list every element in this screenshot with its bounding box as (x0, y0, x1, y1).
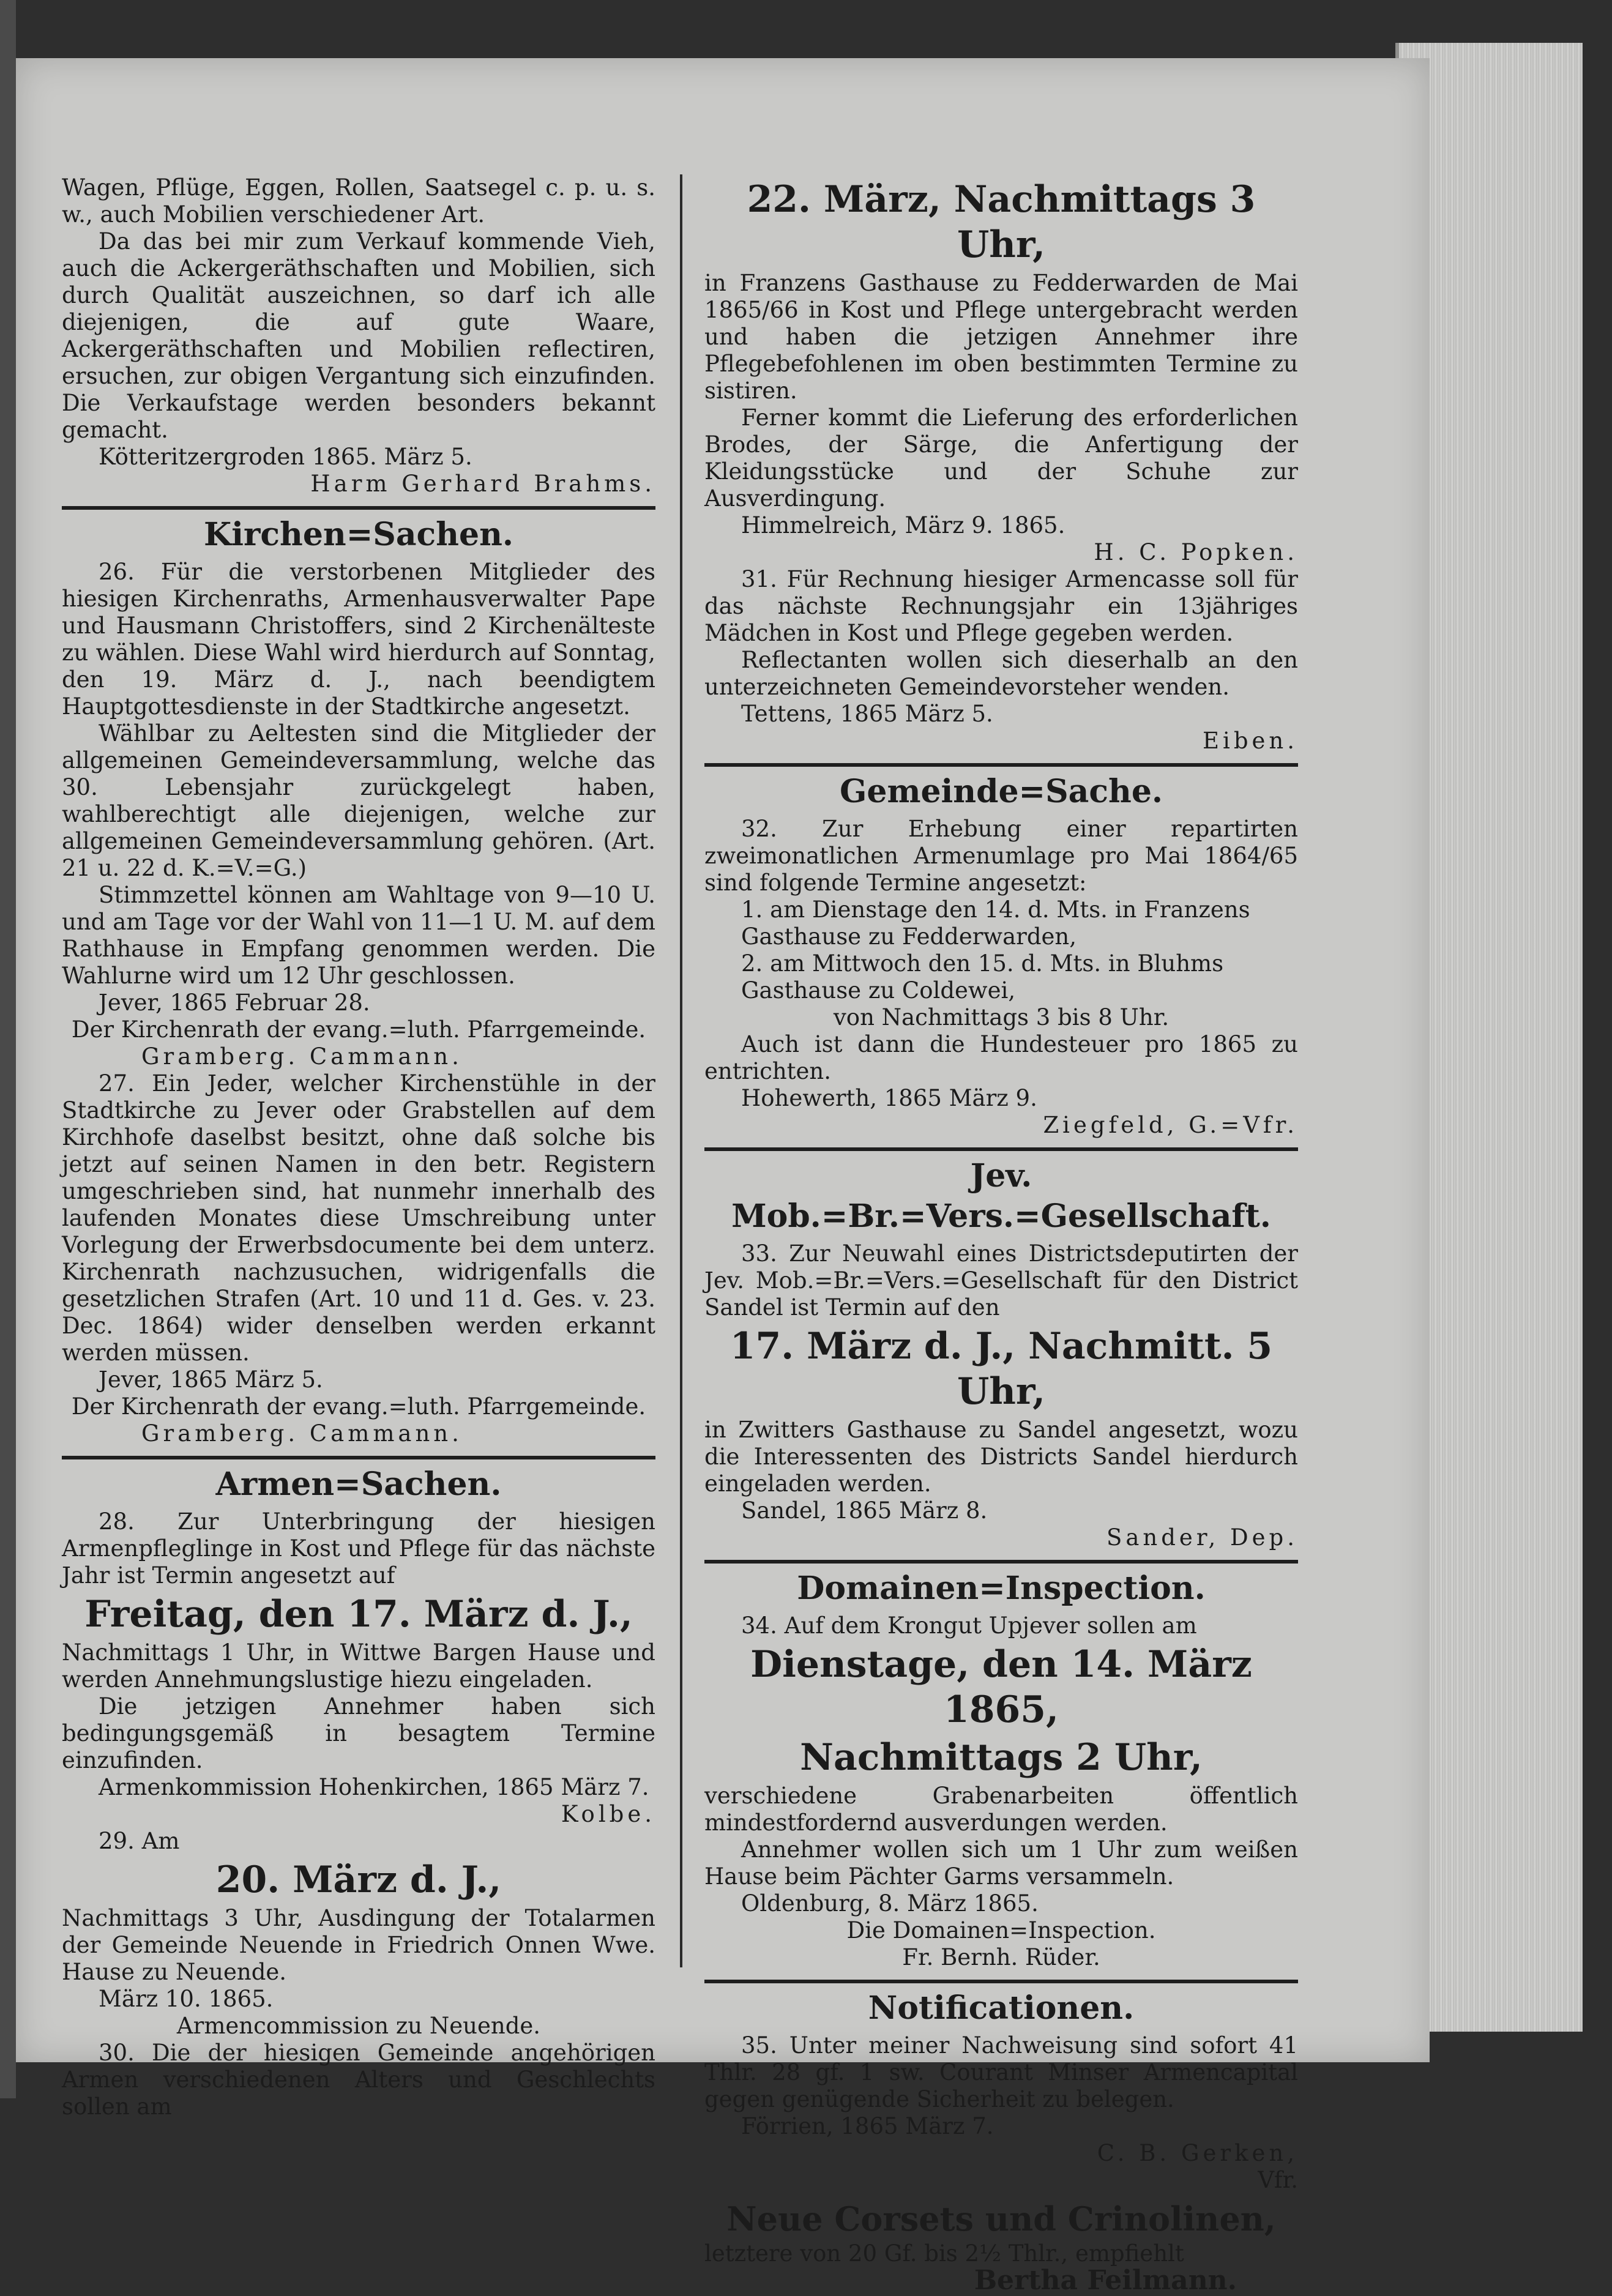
notice-33-details: in Zwitters Gasthause zu Sandel angesetzt, wozu die Interessenten des Districts Sandel hierdurch eingeladen werden. (704, 1417, 1298, 1497)
notice-26-eligibility: Wählbar zu Aeltesten sind die Mitglieder der allgemeinen Gemeindeversammlung, welche das 30. Lebensjahr zurückgelegt haben, wahlberechtigt alle diejenigen, welche zur allgemeinen Gemeindeversammlung gehören. (Art. 21 u. 22 d. K.=V.=G.) (62, 720, 655, 881)
notice-34-org: Die Domainen=Inspection. (846, 1917, 1156, 1944)
notice-32-signature: Ziegfeld, G.=Vfr. (1043, 1112, 1298, 1138)
section-title-gemeinde: Gemeinde=Sache. (839, 773, 1163, 810)
section-rule (704, 1980, 1298, 1983)
notice-30-continued: in Franzens Gasthause zu Fedderwarden de Mai 1865/66 in Kost und Pflege untergebracht werden und haben die jetzigen Annehmer ihre Pflegebefohlenen im oben bestimmten Termine zu sistiren. (704, 270, 1298, 404)
notice-26-signature: Gramberg. Cammann. (141, 1043, 463, 1070)
notice-26-ballots: Stimmzettel können am Wahltage von 9—10 U. und am Tage vor der Wahl von 11—1 U. M. auf dem Rathhause in Empfang genommen werden. Die Wahlurne wird um 12 Uhr geschlossen. (62, 882, 655, 989)
book-spine-edge (0, 0, 16, 2098)
advert-signature: Bertha Feilmann. (974, 2265, 1237, 2296)
notice-32-item-2: 2. am Mittwoch den 15. d. Mts. in Bluhms Gasthause zu Coldewei, (741, 950, 1224, 1004)
notice-29-place: März 10. 1865. (99, 1986, 274, 2012)
notice-33-signature: Sander, Dep. (1106, 1524, 1298, 1551)
notice-31-place: Tettens, 1865 März 5. (741, 701, 993, 727)
notice-31: 31. Für Rechnung hiesiger Armencasse soll für das nächste Rechnungsjahr ein 13jähriges Mädchen in Kost und Pflege gegeben werden. (704, 566, 1298, 646)
intro-paragraph-2: Da das bei mir zum Verkauf kommende Vieh, auch die Ackergeräthschaften und Mobilien, sich durch Qualität auszeichnen, so darf ich alle diejenigen, die auf gute Waare, Ackergeräthschaften und Mobilien reflectiren, ersuchen, zur obigen Vergantung sich einzufinden. Die Verkaufstage werden besonders bekannt gemacht. (62, 228, 655, 443)
notice-34-date: Dienstage, den 14. März 1865, (750, 1643, 1252, 1731)
notice-34-details: verschiedene Grabenarbeiten öffentlich mindestfordernd ausverdungen werden. (704, 1783, 1298, 1836)
notice-31-signature: Eiben. (1202, 728, 1298, 754)
section-title-domainen: Domainen=Inspection. (797, 1570, 1206, 1607)
notice-32: 32. Zur Erhebung einer repartirten zweimonatlichen Armenumlage pro Mai 1864/65 sind folgende Termine angesetzt: (704, 816, 1298, 896)
notice-27-place: Jever, 1865 März 5. (99, 1366, 323, 1393)
section-title-kirchen: Kirchen=Sachen. (204, 516, 513, 553)
notice-28-details: Nachmittags 1 Uhr, in Wittwe Bargen Hause und werden Annehmungslustige hiezu eingeladen. (62, 1639, 655, 1693)
section-rule (62, 1456, 655, 1459)
notice-26-org: Der Kirchenrath der evang.=luth. Pfarrgemeinde. (71, 1016, 646, 1043)
intro-signature: Harm Gerhard Brahms. (310, 471, 655, 497)
notice-35-signature: C. B. Gerken, (1097, 2140, 1298, 2166)
notice-30-supplies: Ferner kommt die Lieferung des erforderlichen Brodes, der Särge, die Anfertigung der Kleidungsstücke und der Schuhe zur Ausverdingung. (704, 404, 1298, 512)
notice-29-signature: Armencommission zu Neuende. (176, 2013, 541, 2039)
notice-34-signature: Fr. Bernh. Rüder. (902, 1944, 1100, 1970)
notice-29-date: 20. März d. J., (215, 1858, 502, 1901)
notice-30: 30. Die der hiesigen Gemeinde angehörigen Armen verschiedenen Alters und Geschlechts sollen am (62, 2040, 655, 2120)
notice-35-role: Vfr. (1258, 2167, 1298, 2193)
section-rule (704, 1147, 1298, 1151)
notice-26-place: Jever, 1865 Februar 28. (99, 990, 370, 1016)
notice-28: 28. Zur Unterbringung der hiesigen Armenpfleglinge in Kost und Pflege für das nächste Jahr ist Termin angesetzt auf (62, 1508, 655, 1589)
notice-35: 35. Unter meiner Nachweisung sind sofort 41 Thlr. 28 gf. 1 sw. Courant Minser Armencapital gegen genügende Sicherheit zu belegen. (704, 2032, 1298, 2112)
advert-text: letztere von 20 Gf. bis 2½ Thlr., empfiehlt (704, 2240, 1184, 2267)
notice-32-dogtax: Auch ist dann die Hundesteuer pro 1865 zu entrichten. (704, 1031, 1298, 1084)
section-title-notif: Notificationen. (868, 1989, 1135, 2027)
notice-34-meeting: Annehmer wollen sich um 1 Uhr zum weißen Hause beim Pächter Garms versammeln. (704, 1836, 1298, 1890)
intro-paragraph-1: Wagen, Pflüge, Eggen, Rollen, Saatsegel c. p. u. s. w., auch Mobilien verschiedener Art. (62, 174, 655, 228)
notice-32-item-1: 1. am Dienstage den 14. d. Mts. in Franzens Gasthause zu Fedderwarden, (741, 896, 1250, 950)
section-title-jev: Jev. Mob.=Br.=Vers.=Gesellschaft. (731, 1157, 1271, 1235)
notice-35-place: Förrien, 1865 März 7. (741, 2113, 994, 2139)
notice-32-place: Hohewerth, 1865 März 9. (741, 1085, 1037, 1111)
advert-title: Neue Corsets und Crinolinen, (726, 2199, 1276, 2238)
notice-30-signature: H. C. Popken. (1094, 539, 1298, 565)
notice-30-place: Himmelreich, März 9. 1865. (741, 512, 1065, 539)
intro-place-date: Kötteritzergroden 1865. März 5. (99, 444, 472, 470)
notice-28-place: Armenkommission Hohenkirchen, 1865 März 7. (99, 1774, 649, 1800)
notice-27-signature: Gramberg. Cammann. (141, 1420, 463, 1447)
section-rule (62, 506, 655, 510)
notice-34: 34. Auf dem Krongut Upjever sollen am (741, 1612, 1197, 1639)
column-divider (680, 174, 682, 1967)
right-column (704, 174, 1298, 2294)
notice-27-org: Der Kirchenrath der evang.=luth. Pfarrgemeinde. (71, 1393, 646, 1420)
notice-27: 27. Ein Jeder, welcher Kirchenstühle in der Stadtkirche zu Jever oder Grabstellen auf dem Kirchhofe daselbst besitzt, ohne daß solche bis jetzt auf seinen Namen in den betr. Registern umgeschrieben sind, hat nunmehr innerhalb des laufenden Monates diese Umschreibung unter Vorlegung der Erwerbsdocumente bei dem unterz. Kirchenrath nachzusuchen, widrigenfalls die gesetzlichen Strafen (Art. 10 und 11 d. Ges. v. 23. Dec. 1864) wider denselben werden erkannt werden müssen. (62, 1070, 655, 1366)
notice-28-signature: Kolbe. (561, 1801, 655, 1827)
notice-31-reflectants: Reflectanten wollen sich dieserhalb an den unterzeichneten Gemeindevorsteher wenden. (704, 647, 1298, 700)
notice-33-date: 17. März d. J., Nachmitt. 5 Uhr, (730, 1325, 1273, 1413)
notice-33: 33. Zur Neuwahl eines Districtsdeputirten der Jev. Mob.=Br.=Vers.=Gesellschaft für den District Sandel ist Termin auf den (704, 1240, 1298, 1321)
notice-34-place: Oldenburg, 8. März 1865. (741, 1890, 1039, 1917)
section-rule (704, 763, 1298, 767)
notice-33-place: Sandel, 1865 März 8. (741, 1497, 988, 1524)
notice-28-current: Die jetzigen Annehmer haben sich bedingungsgemäß in besagtem Termine einzufinden. (62, 1693, 655, 1773)
notice-29: Nachmittags 3 Uhr, Ausdingung der Totalarmen der Gemeinde Neuende in Friedrich Onnen Wwe. Hause zu Neuende. (62, 1905, 655, 1985)
section-rule (704, 1560, 1298, 1564)
notice-32-time: von Nachmittags 3 bis 8 Uhr. (833, 1004, 1170, 1031)
notice-34-time: Nachmittags 2 Uhr, (800, 1736, 1203, 1779)
notice-30-date: 22. März, Nachmittags 3 Uhr, (747, 178, 1256, 266)
newspaper-page (16, 58, 1430, 2296)
left-column (62, 174, 655, 2120)
notice-28-date: Freitag, den 17. März d. J., (84, 1593, 633, 1636)
section-title-armen: Armen=Sachen. (215, 1466, 502, 1503)
notice-29-start: 29. Am (99, 1828, 180, 1854)
notice-26: 26. Für die verstorbenen Mitglieder des hiesigen Kirchenraths, Armenhausverwalter Pape und Hausmann Christoffers, sind 2 Kirchenälteste zu wählen. Diese Wahl wird hierdurch auf Sonntag, den 19. März d. J., nach beendigtem Hauptgottesdienste in der Stadtkirche angesetzt. (62, 559, 655, 720)
